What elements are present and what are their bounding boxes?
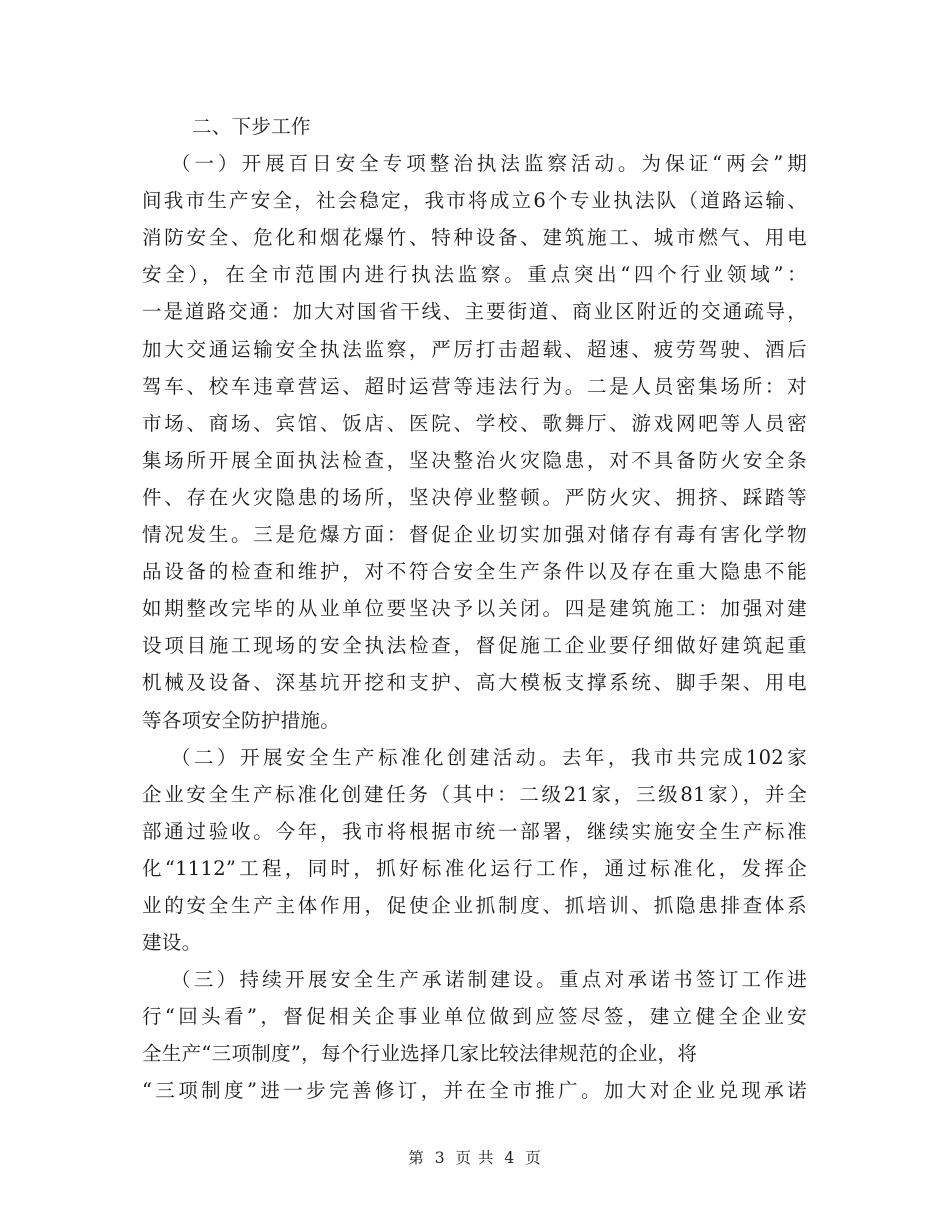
paragraph-line: 间我市生产安全，社会稳定，我市将成立6个专业执法队（道路运输、 (142, 189, 807, 213)
page-footer (0, 1146, 950, 1168)
paragraph-line: 一是道路交通：加大对国省干线、主要街道、商业区附近的交通疏导， (142, 300, 807, 324)
paragraph-line: （一）开展百日安全专项整治执法监察活动。为保证“两会”期 (171, 152, 807, 176)
section-heading: 二、下步工作 (192, 115, 311, 138)
paragraph-line: 驾车、校车违章营运、超时运营等违法行为。二是人员密集场所：对 (142, 374, 807, 398)
paragraph-line: 消防安全、危化和烟花爆竹、特种设备、建筑施工、城市燃气、用电 (142, 226, 807, 250)
paragraph-line: “三项制度”进一步完善修订，并在全市推广。加大对企业兑现承诺 (142, 1079, 807, 1103)
paragraph-line: 设项目施工现场的安全执法检查，督促施工企业要仔细做好建筑起重 (142, 634, 807, 658)
paragraph-line: 件、存在火灾隐患的场所，坚决停业整顿。严防火灾、拥挤、踩踏等 (142, 485, 807, 509)
paragraph-line: 市场、商场、宾馆、饭店、医院、学校、歌舞厅、游戏网吧等人员密 (142, 411, 807, 435)
paragraph-line: 企业安全生产标准化创建任务（其中：二级21家，三级81家），并全 (142, 782, 807, 806)
footer-prefix: 第 (408, 1149, 425, 1167)
paragraph-line: 集场所开展全面执法检查，坚决整治火灾隐患，对不具备防火安全条 (142, 448, 807, 472)
paragraph-line: 安全），在全市范围内进行执法监察。重点突出“四个行业领域”： (142, 263, 807, 287)
paragraph-line: （二）开展安全生产标准化创建活动。去年，我市共完成102家 (171, 745, 807, 769)
paragraph-line: 如期整改完毕的从业单位要坚决予以关闭。四是建筑施工：加强对建 (142, 597, 807, 621)
paragraph-line: 建设。 (142, 931, 202, 955)
document-body (142, 108, 807, 1110)
paragraph-line: 机械及设备、深基坑开挖和支护、高大模板支撑系统、脚手架、用电 (142, 671, 807, 695)
paragraph-line: 情况发生。三是危爆方面：督促企业切实加强对储存有毒有害化学物 (142, 523, 807, 547)
footer-suffix: 页 (525, 1149, 542, 1167)
paragraph-line: 全生产“三项制度”，每个行业选择几家比较法律规范的企业，将 (142, 1042, 698, 1066)
paragraph-line: （三）持续开展安全生产承诺制建设。重点对承诺书签订工作进 (171, 968, 807, 992)
paragraph-line: 化“1112”工程，同时，抓好标准化运行工作，通过标准化，发挥企 (142, 856, 807, 880)
current-page-number: 3 (434, 1149, 446, 1167)
paragraph-line: 业的安全生产主体作用，促使企业抓制度、抓培训、抓隐患排查体系 (142, 893, 807, 917)
paragraph-line: 品设备的检查和维护，对不符合安全生产条件以及存在重大隐患不能 (142, 560, 807, 584)
paragraph-line: 等各项安全防护措施。 (142, 708, 341, 732)
paragraph-line: 行“回头看”，督促相关企事业单位做到应签尽签，建立健全企业安 (142, 1005, 807, 1029)
paragraph-line: 部通过验收。今年，我市将根据市统一部署，继续实施安全生产标准 (142, 819, 807, 843)
footer-middle: 页 共 (455, 1149, 495, 1167)
total-page-number: 4 (504, 1149, 516, 1167)
paragraph-line: 加大交通运输安全执法监察，严厉打击超载、超速、疲劳驾驶、酒后 (142, 337, 807, 361)
